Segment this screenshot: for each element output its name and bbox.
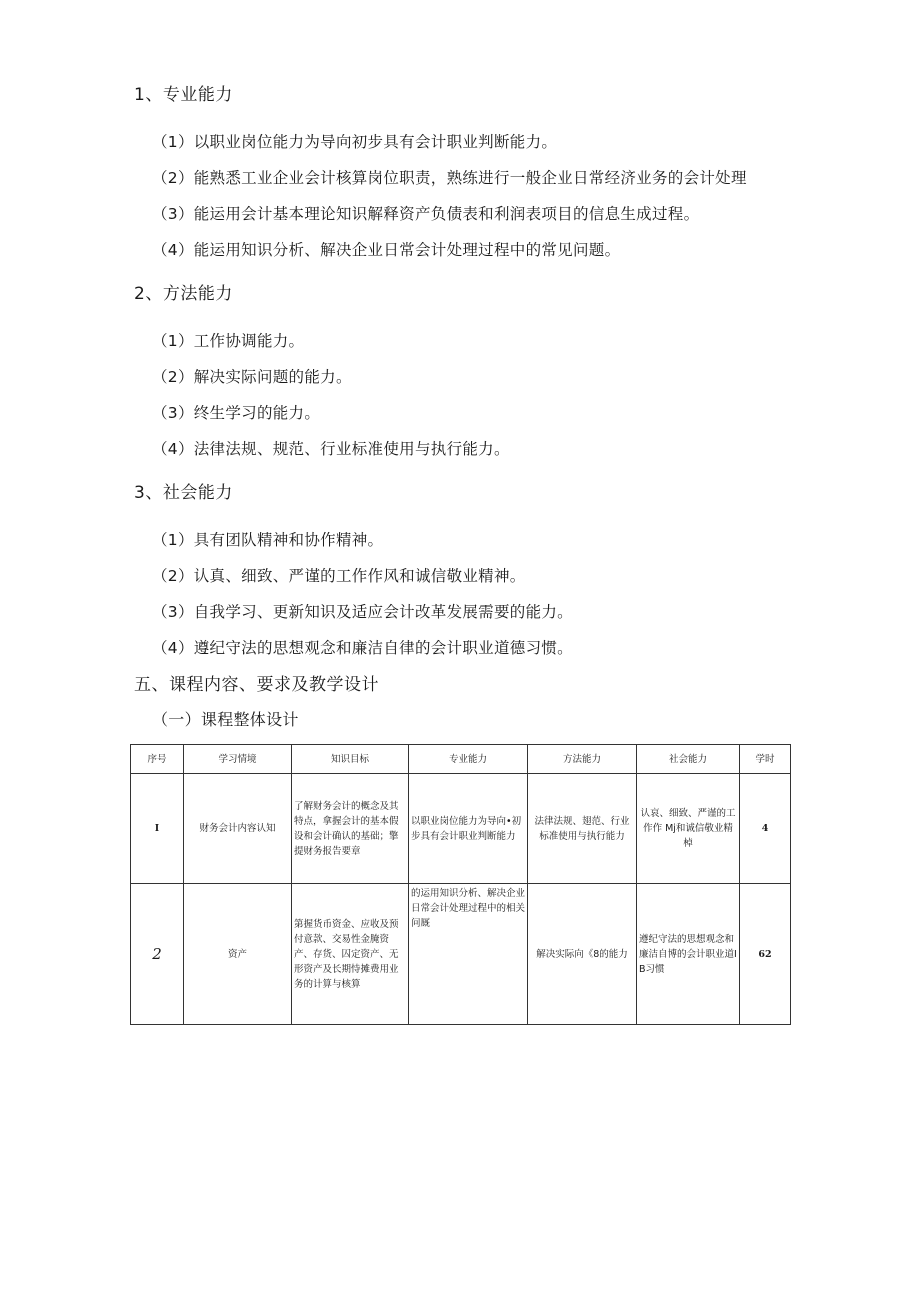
course-design-table: [130, 744, 791, 1025]
header-professional: 专业能力: [409, 745, 528, 774]
list-item: （3）终生学习的能力。: [152, 404, 321, 422]
cell-no: I: [131, 774, 184, 884]
cell-social: 认哀、细致、严谨的工作作 Mj和诚信敬业精棹: [637, 774, 740, 884]
section-heading-method: 2、方法能力: [134, 284, 233, 304]
list-item: （2）解决实际问题的能力。: [152, 368, 352, 386]
list-item: （2）认真、细致、严谨的工作作风和诚信敬业精神。: [152, 567, 526, 585]
section-heading-social: 3、社会能力: [134, 483, 233, 503]
cell-professional: 以职业岗位能力为导向•初步具有会计职业判断能力: [409, 774, 528, 884]
table-row: [131, 774, 791, 884]
header-situation: 学习情境: [184, 745, 292, 774]
table-header-row: [131, 745, 791, 774]
section-heading-professional: 1、专业能力: [134, 85, 233, 105]
cell-hours: 4: [740, 774, 791, 884]
list-item: （3）自我学习、更新知识及适应会计改革发展需要的能力。: [152, 603, 573, 621]
cell-method: 解决实际向《8的能力: [528, 884, 637, 1025]
header-hours: 学时: [740, 745, 791, 774]
list-item: （4）法律法规、规范、行业标准使用与执行能力。: [152, 440, 510, 458]
list-item: （4）能运用知识分析、解决企业日常会计处理过程中的常见问题。: [152, 241, 621, 259]
sub-heading: （一）课程整体设计: [152, 710, 299, 729]
list-item: （1）以职业岗位能力为导向初步具有会计职业判断能力。: [152, 133, 558, 151]
list-item: （3）能运用会计基本理论知识解释资产负债表和利润表项目的信息生成过程。: [152, 205, 700, 223]
cell-professional: 的运用知识分析、解决企业日常会计处理过程中的相关问厩: [409, 884, 528, 1025]
header-knowledge: 知识目标: [292, 745, 409, 774]
cell-knowledge: 了解财务会计的概念及其特点，拿握会计的基本假设和会计确认的基础；擎提财务报告要章: [292, 774, 409, 884]
list-item: （1）工作协调能力。: [152, 332, 305, 350]
cell-situation: 财务会计内容认知: [184, 774, 292, 884]
list-item: （4）遵纪守法的思想观念和廉洁自律的会计职业道德习惯。: [152, 639, 573, 657]
list-item: （2）能熟悉工业企业会计核算岗位职责，熟练进行一般企业日常经济业务的会计处理: [152, 169, 747, 187]
cell-hours: 62: [740, 884, 791, 1025]
cell-method: 法律法规、翅范、行业标准使用与执行能力: [528, 774, 637, 884]
header-no: 序号: [131, 745, 184, 774]
table-row: [131, 884, 791, 1025]
cell-knowledge: 第握货币资金、应收及预付意款、交易性金腌资产、存货、囚定资产、无形资产及长期恃摊费用业务的计算与核算: [292, 884, 409, 1025]
cell-no: 2: [131, 884, 184, 1025]
cell-situation: 资产: [184, 884, 292, 1025]
chapter-heading: 五、课程内容、要求及教学设计: [134, 675, 379, 695]
cell-social: 遵纪守法的思想观念和廉洁自博的会计职业道IB习惯: [637, 884, 740, 1025]
list-item: （1）具有团队精神和协作精神。: [152, 531, 384, 549]
header-social: 社会能力: [637, 745, 740, 774]
header-method: 方法能力: [528, 745, 637, 774]
